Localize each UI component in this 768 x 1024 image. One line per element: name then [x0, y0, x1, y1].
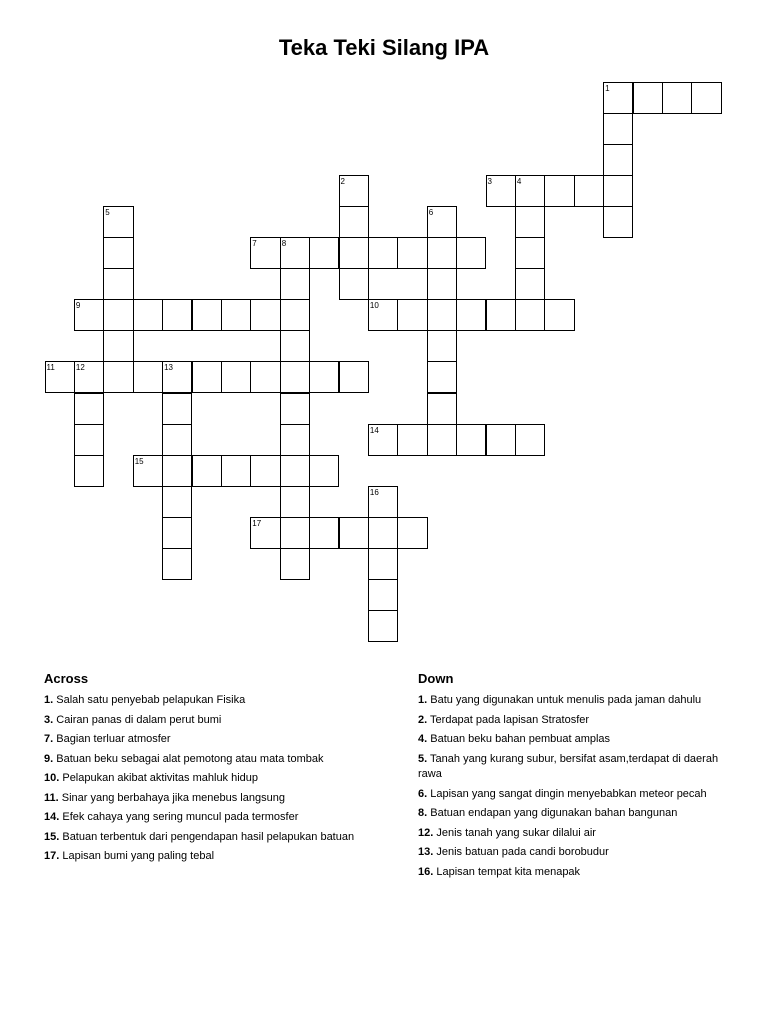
clue-text: Batu yang digunakan untuk menulis pada jaman dahulu — [427, 694, 702, 706]
across-clue — [44, 752, 379, 768]
crossword-cell[interactable] — [309, 517, 339, 549]
crossword-cell[interactable] — [515, 268, 545, 300]
clue-text: Batuan beku bahan pembuat amplas — [427, 733, 611, 745]
crossword-cell[interactable] — [280, 424, 310, 456]
across-clue — [44, 791, 379, 807]
clue-number: 5. — [418, 752, 428, 765]
clue-text: Batuan terbentuk dari pengendapan hasil pelapukan batuan — [59, 830, 355, 843]
clue-text: Lapisan tempat kita menapak — [433, 865, 581, 878]
crossword-cell[interactable] — [339, 206, 369, 238]
crossword-cell[interactable] — [192, 455, 222, 487]
clue-text: Jenis batuan pada candi borobudur — [433, 846, 609, 858]
clue-text: Batuan beku sebagai alat pemotong atau mata tombak — [53, 752, 324, 765]
down-clue-list — [418, 693, 724, 880]
crossword-cell[interactable] — [162, 361, 192, 393]
crossword-cell[interactable] — [221, 361, 251, 393]
clue-text: Pelapukan akibat aktivitas mahluk hidup — [59, 772, 259, 784]
crossword-cell[interactable] — [162, 299, 192, 331]
down-clue — [418, 845, 724, 861]
across-clues — [44, 671, 379, 869]
crossword-cell[interactable] — [250, 237, 280, 269]
crossword-cell[interactable] — [427, 424, 457, 456]
crossword-cell[interactable] — [456, 424, 486, 456]
crossword-cell[interactable] — [368, 424, 398, 456]
crossword-cell[interactable] — [162, 455, 192, 487]
down-clue — [418, 732, 724, 748]
crossword-cell[interactable] — [603, 82, 633, 114]
cell-number: 17 — [252, 518, 262, 528]
crossword-cell[interactable] — [280, 361, 310, 393]
clue-text: Cairan panas di dalam perut bumi — [53, 713, 222, 726]
crossword-cell[interactable] — [309, 361, 339, 393]
clue-text: Batuan endapan yang digunakan bahan bangunan — [427, 807, 678, 819]
clue-text: Sinar yang berbahaya jika menebus langsung — [58, 791, 285, 804]
crossword-cell[interactable] — [74, 361, 104, 393]
crossword-cell[interactable] — [280, 268, 310, 300]
crossword-cell[interactable] — [280, 393, 310, 425]
down-clue — [418, 713, 724, 729]
crossword-cell[interactable] — [427, 237, 457, 269]
down-heading: Down — [418, 671, 454, 686]
crossword-cell[interactable] — [250, 299, 280, 331]
clue-number: 9. — [44, 752, 54, 765]
crossword-cell[interactable] — [280, 486, 310, 518]
crossword-cell[interactable] — [397, 424, 427, 456]
cell-number: 12 — [75, 363, 85, 373]
clue-number: 3. — [44, 713, 54, 726]
clue-text: Salah satu penyebab pelapukan Fisika — [53, 694, 246, 706]
crossword-cell[interactable] — [103, 361, 133, 393]
cell-number: 6 — [428, 207, 434, 217]
cell-number: 5 — [105, 207, 110, 217]
crossword-cell[interactable] — [162, 424, 192, 456]
clue-number: 16. — [418, 865, 434, 878]
crossword-cell[interactable] — [515, 424, 545, 456]
crossword-cell[interactable] — [74, 424, 104, 456]
crossword-cell[interactable] — [515, 175, 545, 207]
clue-text: Terdapat pada lapisan Stratosfer — [427, 713, 590, 726]
crossword-cell[interactable] — [162, 393, 192, 425]
crossword-cell[interactable] — [515, 299, 545, 331]
crossword-cell[interactable] — [368, 579, 398, 611]
clue-text: Jenis tanah yang sukar dilalui air — [433, 826, 596, 839]
crossword-cell[interactable] — [250, 517, 280, 549]
crossword-cell[interactable] — [103, 237, 133, 269]
crossword-cell[interactable] — [456, 237, 486, 269]
across-clue — [44, 713, 379, 729]
crossword-cell[interactable] — [339, 361, 369, 393]
crossword-cell[interactable] — [427, 206, 457, 238]
crossword-cell[interactable] — [192, 299, 222, 331]
crossword-cell[interactable] — [397, 237, 427, 269]
crossword-cell[interactable] — [280, 237, 310, 269]
crossword-cell[interactable] — [309, 455, 339, 487]
crossword-cell[interactable] — [515, 237, 545, 269]
crossword-cell[interactable] — [162, 548, 192, 580]
crossword-cell[interactable] — [515, 206, 545, 238]
crossword-cell[interactable] — [397, 517, 427, 549]
crossword-cell[interactable] — [339, 517, 369, 549]
crossword-cell[interactable] — [603, 113, 633, 145]
clue-number: 7. — [44, 733, 54, 745]
crossword-cell[interactable] — [192, 361, 222, 393]
crossword-cell[interactable] — [162, 517, 192, 549]
crossword-cell[interactable] — [309, 237, 339, 269]
cell-number: 13 — [164, 363, 173, 373]
down-clue — [418, 865, 724, 881]
crossword-cell[interactable] — [544, 175, 574, 207]
crossword-cell[interactable] — [368, 299, 398, 331]
crossword-cell[interactable] — [45, 361, 75, 393]
crossword-cell[interactable] — [103, 299, 133, 331]
cell-number: 11 — [46, 363, 55, 373]
crossword-cell[interactable] — [456, 299, 486, 331]
crossword-cell[interactable] — [280, 548, 310, 580]
crossword-cell[interactable] — [221, 299, 251, 331]
clue-text: Efek cahaya yang sering muncul pada termosfer — [59, 811, 299, 823]
crossword-cell[interactable] — [103, 268, 133, 300]
clue-text: Tanah yang kurang subur, bersifat asam,terdapat di daerah rawa — [418, 752, 719, 780]
clue-number: 15. — [44, 830, 60, 843]
crossword-cell[interactable] — [397, 299, 427, 331]
crossword-cell[interactable] — [574, 175, 604, 207]
across-clue-list — [44, 693, 379, 865]
crossword-cell[interactable] — [133, 455, 163, 487]
clue-number: 2. — [418, 713, 428, 726]
crossword-cell[interactable] — [133, 361, 163, 393]
crossword-cell[interactable] — [427, 361, 457, 393]
crossword-cell[interactable] — [486, 175, 516, 207]
down-clue — [418, 787, 724, 803]
cell-number: 4 — [516, 176, 522, 186]
clue-number: 10. — [44, 772, 60, 784]
clue-number: 6. — [418, 787, 428, 800]
clue-number: 12. — [418, 826, 434, 839]
across-clue — [44, 771, 379, 787]
down-clue — [418, 752, 724, 783]
down-clue — [418, 806, 724, 822]
crossword-cell[interactable] — [633, 82, 663, 114]
crossword-cell[interactable] — [427, 299, 457, 331]
crossword-cell[interactable] — [162, 486, 192, 518]
clue-number: 11. — [44, 791, 59, 804]
across-clue — [44, 693, 379, 709]
across-clue — [44, 830, 379, 846]
clue-number: 8. — [418, 807, 428, 819]
crossword-cell[interactable] — [339, 268, 369, 300]
crossword-cell[interactable] — [103, 206, 133, 238]
crossword-cell[interactable] — [427, 330, 457, 362]
crossword-cell[interactable] — [368, 237, 398, 269]
crossword-cell[interactable] — [103, 330, 133, 362]
crossword-cell[interactable] — [280, 455, 310, 487]
cell-number: 15 — [134, 456, 144, 466]
crossword-cell[interactable] — [544, 299, 574, 331]
clue-number: 17. — [44, 850, 60, 862]
crossword-cell[interactable] — [691, 82, 721, 114]
clue-text: Bagian terluar atmosfer — [53, 733, 171, 745]
crossword-cell[interactable] — [74, 393, 104, 425]
crossword-cell[interactable] — [74, 299, 104, 331]
clue-number: 1. — [44, 694, 54, 706]
across-clue — [44, 810, 379, 826]
crossword-cell[interactable] — [280, 330, 310, 362]
across-clue — [44, 849, 379, 865]
clue-text: Lapisan yang sangat dingin menyebabkan meteor pecah — [427, 787, 707, 800]
clue-text: Lapisan bumi yang paling tebal — [59, 850, 215, 862]
across-clue — [44, 732, 379, 748]
crossword-cell[interactable] — [339, 175, 369, 207]
crossword-cell[interactable] — [603, 144, 633, 176]
crossword-cell[interactable] — [280, 299, 310, 331]
cell-number: 2 — [340, 176, 345, 186]
crossword-cell[interactable] — [280, 517, 310, 549]
crossword-cell[interactable] — [250, 361, 280, 393]
clue-number: 14. — [44, 811, 60, 823]
page-title: Teka Teki Silang IPA — [278, 35, 490, 60]
crossword-cell[interactable] — [221, 455, 251, 487]
clue-number: 1. — [418, 694, 428, 706]
crossword-cell[interactable] — [486, 424, 516, 456]
cell-number: 7 — [252, 239, 257, 248]
crossword-cell[interactable] — [427, 393, 457, 425]
cell-number: 16 — [369, 487, 379, 497]
crossword-cell[interactable] — [133, 299, 163, 331]
crossword-cell[interactable] — [368, 517, 398, 549]
down-clue — [418, 826, 724, 842]
crossword-cell[interactable] — [427, 268, 457, 300]
clue-number: 13. — [418, 846, 434, 858]
crossword-cell[interactable] — [74, 455, 104, 487]
clue-number: 4. — [418, 733, 428, 745]
crossword-cell[interactable] — [368, 548, 398, 580]
down-clues — [418, 671, 724, 884]
crossword-cell[interactable] — [339, 237, 369, 269]
crossword-cell[interactable] — [368, 610, 398, 642]
crossword-cell[interactable] — [603, 206, 633, 238]
cell-number: 3 — [487, 176, 492, 186]
cell-number: 10 — [369, 301, 379, 311]
cell-number: 14 — [369, 425, 379, 435]
cell-number: 1 — [605, 83, 610, 93]
crossword-cell[interactable] — [603, 175, 633, 207]
crossword-cell[interactable] — [486, 299, 516, 331]
crossword-cell[interactable] — [662, 82, 692, 114]
crossword-cell[interactable] — [368, 486, 398, 518]
down-clue — [418, 693, 724, 709]
crossword-cell[interactable] — [250, 455, 280, 487]
cell-number: 9 — [75, 301, 81, 311]
across-heading: Across — [44, 671, 89, 686]
cell-number: 8 — [281, 239, 287, 248]
